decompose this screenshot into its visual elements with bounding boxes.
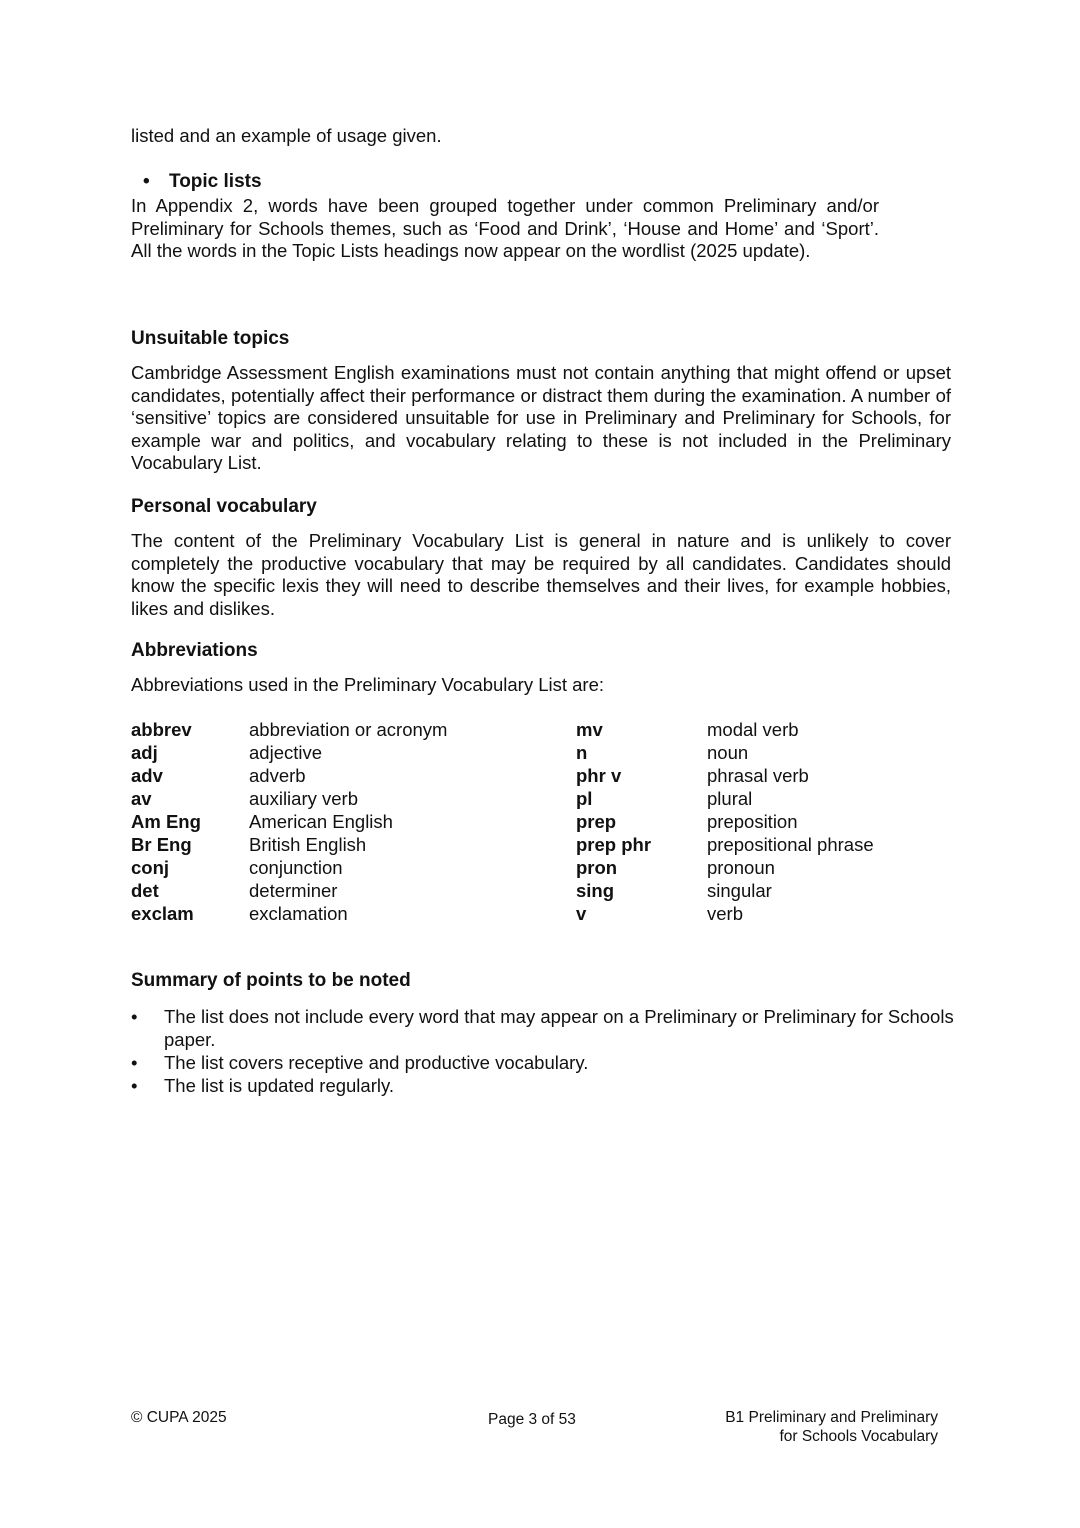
- footer-title-line-2: for Schools Vocabulary: [779, 1428, 938, 1445]
- abbreviation-code: Br Eng: [131, 834, 192, 855]
- abbreviation-meaning: prepositional phrase: [707, 834, 874, 855]
- summary-item-text: The list is updated regularly.: [164, 1075, 394, 1096]
- abbreviation-meaning: British English: [249, 834, 367, 855]
- topic-lists-title: Topic lists: [169, 171, 262, 192]
- abbreviation-meaning: American English: [249, 811, 393, 832]
- abbreviation-meaning: noun: [707, 742, 749, 763]
- abbreviation-code: pl: [576, 788, 593, 809]
- abbreviation-code: conj: [131, 857, 170, 878]
- abbreviation-meaning: verb: [707, 903, 743, 924]
- abbreviations-heading: Abbreviations: [131, 640, 258, 661]
- list-item: [131, 1074, 961, 1097]
- abbreviation-code: pron: [576, 857, 618, 878]
- personal-vocabulary-heading: Personal vocabulary: [131, 496, 317, 517]
- abbreviation-code: phr v: [576, 765, 622, 786]
- abbreviation-meaning: exclamation: [249, 903, 348, 924]
- footer-copyright: © CUPA 2025: [131, 1409, 227, 1426]
- personal-vocabulary-body: The content of the Preliminary Vocabulary List is general in nature and is unlikely to cover completely the productive vocabulary that may be required by all candidates. Candidates should know the specific lexis they will need to describe themselves and their lives, for example hobbies, likes and dislikes.: [131, 530, 951, 619]
- abbreviation-meaning: abbreviation or acronym: [249, 719, 448, 740]
- list-item: [131, 1005, 961, 1051]
- bullet-icon: •: [131, 1052, 138, 1073]
- abbreviation-code: adv: [131, 765, 163, 786]
- abbreviations-intro: Abbreviations used in the Preliminary Vocabulary List are:: [131, 674, 605, 695]
- bullet-icon: •: [131, 1006, 138, 1027]
- abbreviation-code: v: [576, 903, 587, 924]
- abbreviation-meaning: plural: [707, 788, 753, 809]
- abbreviation-code: Am Eng: [131, 811, 201, 832]
- abbreviation-meaning: adverb: [249, 765, 306, 786]
- abbreviation-meaning: conjunction: [249, 857, 343, 878]
- abbreviation-code: prep phr: [576, 834, 652, 855]
- abbreviation-code: sing: [576, 880, 615, 901]
- summary-list: [131, 1005, 961, 1097]
- abbreviation-meaning: pronoun: [707, 857, 775, 878]
- unsuitable-topics-body: Cambridge Assessment English examinations must not contain anything that might offend or upset candidates, potentially affect their performance or distract them during the examination. A number of ‘sensitive’ topics are considered unsuitable for use in Preliminary and Preliminary for Schools, for example war and politics, and vocabulary relating to these is not included in the Preliminary Vocabulary List.: [131, 362, 951, 473]
- abbreviation-meaning: adjective: [249, 742, 323, 763]
- summary-heading: Summary of points to be noted: [131, 970, 411, 991]
- topic-lists-heading: [143, 171, 262, 193]
- unsuitable-topics-heading: Unsuitable topics: [131, 328, 290, 349]
- intro-tail-text: listed and an example of usage given.: [131, 125, 442, 146]
- abbreviation-code: abbrev: [131, 719, 192, 740]
- abbreviation-meaning: phrasal verb: [707, 765, 809, 786]
- footer-title-line-1: B1 Preliminary and Preliminary: [725, 1409, 938, 1426]
- abbreviation-meaning: determiner: [249, 880, 338, 901]
- footer-document-title: [725, 1408, 938, 1446]
- abbreviation-meaning: modal verb: [707, 719, 799, 740]
- summary-item-text: The list does not include every word that may appear on a Preliminary or Preliminary for Schools paper.: [164, 1006, 954, 1050]
- bullet-icon: •: [131, 1075, 138, 1096]
- abbreviation-meaning: singular: [707, 880, 772, 901]
- abbreviation-code: prep: [576, 811, 617, 832]
- abbreviation-meaning: preposition: [707, 811, 798, 832]
- abbreviation-code: av: [131, 788, 152, 809]
- summary-item-text: The list covers receptive and productive vocabulary.: [164, 1052, 589, 1073]
- topic-lists-body: In Appendix 2, words have been grouped together under common Preliminary and/or Preliminary for Schools themes, such as ‘Food and Drink’, ‘House and Home’ and ‘Sport’. All the words in the Topic Lists headings now appear on the wordlist (2025 update).: [131, 195, 879, 261]
- abbreviation-code: mv: [576, 719, 603, 740]
- list-item: [131, 1051, 961, 1074]
- abbreviation-code: det: [131, 880, 159, 901]
- abbreviation-meaning: auxiliary verb: [249, 788, 358, 809]
- footer-page-number: Page 3 of 53: [488, 1411, 576, 1428]
- abbreviation-code: exclam: [131, 903, 194, 924]
- bullet-icon: •: [143, 171, 150, 192]
- abbreviation-code: adj: [131, 742, 158, 763]
- abbreviation-code: n: [576, 742, 588, 763]
